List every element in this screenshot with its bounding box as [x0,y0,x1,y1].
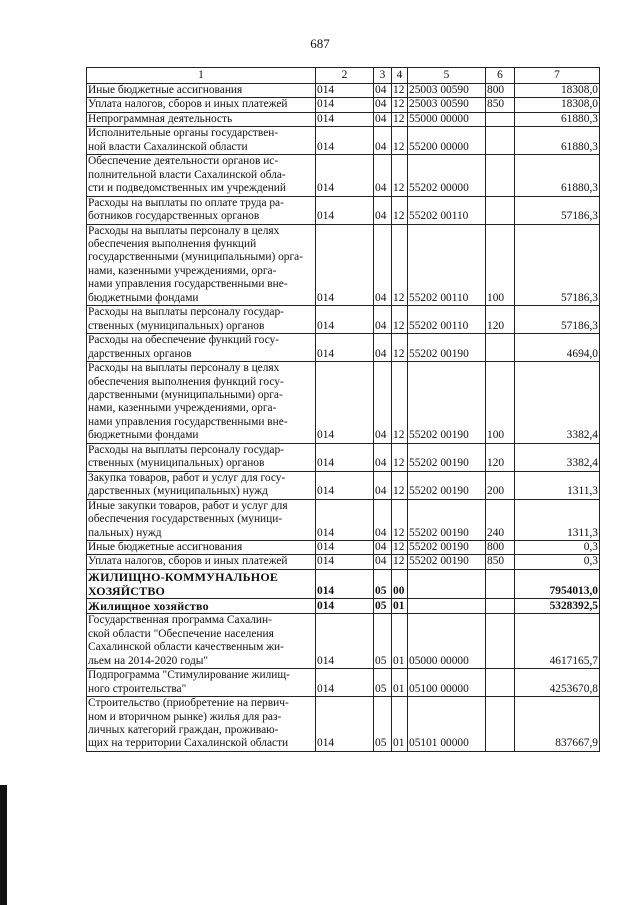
target-article-cell: 05000 00000 [408,614,486,669]
row-name-cell [87,443,316,471]
row-name-cell [87,112,316,126]
section-code-cell: 04 [374,443,392,471]
section-code-cell: 04 [374,112,392,126]
row-name-cell [87,471,316,499]
table-row [87,224,600,306]
table-row [87,697,600,752]
ved-code-cell: 014 [316,155,374,196]
target-article-cell: 55202 00190 [408,443,486,471]
row-name-line: нами управления государственными вне- [88,278,288,291]
subsection-code-cell: 12 [392,471,408,499]
target-article-cell: 55202 00110 [408,306,486,334]
row-name-cell [87,196,316,224]
table-row [87,362,600,444]
row-name-line: нами управления государственными вне- [88,415,288,428]
row-name-cell [87,84,316,98]
row-name-cell [87,540,316,554]
row-name-cell [87,155,316,196]
row-name-cell [87,499,316,540]
subsection-code-cell: 12 [392,224,408,306]
expense-type-cell: 120 [486,306,515,334]
amount-cell: 0,3 [515,540,600,554]
row-name-line: обеспечения выполнения функций госу- [88,375,284,388]
target-article-cell: 55000 00000 [408,112,486,126]
ved-code-cell: 014 [316,98,374,112]
ved-code-cell: 014 [316,334,374,362]
section-code-cell: 04 [374,499,392,540]
amount-cell: 61880,3 [515,127,600,155]
subsection-code-cell: 12 [392,155,408,196]
target-article-cell: 55202 00190 [408,362,486,444]
table-row [87,499,600,540]
ved-code-cell: 014 [316,196,374,224]
table-row [87,112,600,126]
section-code-cell: 05 [374,697,392,752]
scan-margin-bar [0,785,7,905]
subsection-code-cell: 12 [392,98,408,112]
row-name-line: Жилищное хозяйство [88,599,209,614]
row-name-line: Уплата налогов, сборов и иных платежей [88,555,288,568]
row-name-line: Иные бюджетные ассигнования [88,540,243,553]
target-article-cell: 55202 00190 [408,555,486,569]
row-name-line: нами, казенными учреждениями, орга- [88,402,277,415]
ved-code-cell: 014 [316,84,374,98]
amount-cell: 61880,3 [515,112,600,126]
row-name-line: ственных (муниципальных) органов [88,319,265,332]
header-cell: 2 [316,68,374,84]
section-code-cell: 04 [374,98,392,112]
section-code-cell: 04 [374,224,392,306]
expense-type-cell [486,196,515,224]
header-cell: 5 [408,68,486,84]
row-name-line: Непрограммная деятельность [88,112,233,125]
row-name-line: обеспечения государственных (муници- [88,513,283,526]
subsection-code-cell: 01 [392,697,408,752]
row-name-cell [87,98,316,112]
table-row [87,443,600,471]
expense-type-cell: 850 [486,555,515,569]
ved-code-cell: 014 [316,614,374,669]
row-name-line: полнительной власти Сахалинской обла- [88,168,286,181]
table-row [87,127,600,155]
amount-cell: 61880,3 [515,155,600,196]
subsection-code-cell: 01 [392,614,408,669]
section-code-cell: 04 [374,155,392,196]
section-code-cell: 04 [374,362,392,444]
ved-code-cell: 014 [316,555,374,569]
subsection-code-cell: 12 [392,306,408,334]
row-name-line: бюджетными фондами [88,291,199,304]
row-name-line: ботников государственных органов [88,210,260,223]
section-code-cell: 04 [374,196,392,224]
amount-cell: 57186,3 [515,196,600,224]
row-name-line: ного строительства" [88,682,187,695]
subsection-code-cell: 12 [392,443,408,471]
expense-type-cell [486,697,515,752]
row-name-cell [87,306,316,334]
amount-cell: 1311,3 [515,499,600,540]
row-name-line: Расходы на выплаты персоналу в целях [88,224,280,237]
ved-code-cell: 014 [316,569,374,598]
amount-cell: 837667,9 [515,697,600,752]
section-code-cell: 05 [374,569,392,598]
ved-code-cell: 014 [316,669,374,697]
table-row [87,306,600,334]
row-name-line: Расходы на выплаты по оплате труда ра- [88,196,284,209]
expense-type-cell [486,599,515,614]
ved-code-cell: 014 [316,471,374,499]
amount-cell: 18308,0 [515,84,600,98]
target-article-cell: 25003 00590 [408,84,486,98]
ved-code-cell: 014 [316,127,374,155]
expense-type-cell [486,614,515,669]
table-row [87,334,600,362]
row-name-line: щих на территории Сахалинской области [88,737,289,750]
row-name-cell [87,127,316,155]
subsection-code-cell: 01 [392,669,408,697]
row-name-cell [87,334,316,362]
row-name-cell [87,555,316,569]
section-code-cell: 05 [374,614,392,669]
target-article-cell: 05101 00000 [408,697,486,752]
target-article-cell: 05100 00000 [408,669,486,697]
row-name-line: ЖИЛИЩНО-КОММУНАЛЬНОЕ [88,569,279,584]
row-name-line: Закупка товаров, работ и услуг для госу- [88,471,286,484]
row-name-line: ской области "Обеспечение населения [88,627,274,640]
row-name-line: личных категорий граждан, проживаю- [88,723,279,736]
section-code-cell: 04 [374,555,392,569]
section-code-cell: 05 [374,599,392,614]
row-name-line: ной власти Сахалинской области [88,140,248,153]
table-row [87,196,600,224]
subsection-code-cell: 01 [392,599,408,614]
amount-cell: 18308,0 [515,98,600,112]
ved-code-cell: 014 [316,697,374,752]
subsection-code-cell: 12 [392,84,408,98]
table-row [87,555,600,569]
row-name-line: льем на 2014-2020 годы" [88,654,209,667]
target-article-cell: 55202 00190 [408,334,486,362]
expense-type-cell: 240 [486,499,515,540]
expense-type-cell: 200 [486,471,515,499]
amount-cell: 0,3 [515,555,600,569]
target-article-cell: 55200 00000 [408,127,486,155]
row-name-line: Иные закупки товаров, работ и услуг для [88,499,288,512]
row-name-cell [87,697,316,752]
section-code-cell: 05 [374,669,392,697]
row-name-line: дарственных органов [88,347,192,360]
row-name-cell [87,569,316,598]
table-row [87,669,600,697]
table-row [87,98,600,112]
subsection-code-cell: 12 [392,540,408,554]
row-name-line: обеспечения выполнения функций [88,237,257,250]
target-article-cell: 55202 00190 [408,471,486,499]
ved-code-cell: 014 [316,362,374,444]
row-name-line: дарственных (муниципальных) нужд [88,485,268,498]
header-cell: 4 [392,68,408,84]
row-name-line: Расходы на выплаты персоналу государ- [88,306,284,319]
target-article-cell [408,599,486,614]
amount-cell: 57186,3 [515,224,600,306]
table-header-row [87,68,600,84]
page-number: 687 [310,36,330,51]
target-article-cell: 55202 00110 [408,224,486,306]
section-code-cell: 04 [374,306,392,334]
expense-type-cell [486,127,515,155]
amount-cell: 1311,3 [515,471,600,499]
amount-cell: 5328392,5 [515,599,600,614]
row-name-line: Исполнительные органы государствен- [88,127,279,140]
section-code-cell: 04 [374,471,392,499]
section-code-cell: 04 [374,84,392,98]
subsection-code-cell: 12 [392,499,408,540]
expense-type-cell: 850 [486,98,515,112]
row-name-line: ХОЗЯЙСТВО [88,584,166,599]
table-row [87,540,600,554]
ved-code-cell: 014 [316,540,374,554]
row-name-line: пальных) нужд [88,526,162,539]
amount-cell: 57186,3 [515,306,600,334]
row-name-line: бюджетными фондами [88,429,199,442]
row-name-line: Иные бюджетные ассигнования [88,84,243,96]
expense-type-cell [486,112,515,126]
amount-cell: 4253670,8 [515,669,600,697]
row-name-line: дарственными (муниципальными) орга- [88,388,283,401]
row-name-line: Подпрограмма "Стимулирование жилищ- [88,669,290,682]
budget-table [86,67,600,752]
table-row [87,84,600,98]
section-code-cell: 04 [374,334,392,362]
row-name-line: Уплата налогов, сборов и иных платежей [88,98,288,111]
subsection-code-cell: 12 [392,334,408,362]
target-article-cell [408,569,486,598]
subsection-code-cell: 12 [392,555,408,569]
row-name-line: сти и подведомственных им учреждений [88,182,287,195]
ved-code-cell: 014 [316,443,374,471]
expense-type-cell: 100 [486,224,515,306]
row-name-line: Строительство (приобретение на первич- [88,697,289,710]
row-name-cell [87,614,316,669]
subsection-code-cell: 12 [392,127,408,155]
header-cell: 3 [374,68,392,84]
subsection-code-cell: 12 [392,196,408,224]
section-code-cell: 04 [374,540,392,554]
table-row [87,471,600,499]
row-name-cell [87,669,316,697]
target-article-cell: 25003 00590 [408,98,486,112]
row-name-cell [87,362,316,444]
amount-cell: 4617165,7 [515,614,600,669]
table-row [87,155,600,196]
section-code-cell: 04 [374,127,392,155]
amount-cell: 7954013,0 [515,569,600,598]
row-name-cell [87,224,316,306]
row-name-line: Расходы на выплаты персоналу государ- [88,443,284,456]
target-article-cell: 55202 00190 [408,499,486,540]
target-article-cell: 55202 00000 [408,155,486,196]
row-name-line: Сахалинской области качественным жи- [88,641,284,654]
expense-type-cell: 800 [486,84,515,98]
row-name-line: Расходы на обеспечение функций госу- [88,334,280,347]
row-name-line: Расходы на выплаты персоналу в целях [88,362,280,375]
subsection-code-cell: 12 [392,362,408,444]
row-name-line: ственных (муниципальных) органов [88,457,265,470]
row-name-line: Обеспечение деятельности органов ис- [88,155,279,168]
expense-type-cell: 100 [486,362,515,444]
expense-type-cell [486,669,515,697]
target-article-cell: 55202 00190 [408,540,486,554]
table-row [87,614,600,669]
table-body [87,84,600,752]
row-name-line: Государственная программа Сахалин- [88,614,272,627]
ved-code-cell: 014 [316,599,374,614]
amount-cell: 4694,0 [515,334,600,362]
ved-code-cell: 014 [316,224,374,306]
row-name-line: ном и вторичном рынке) жилья для раз- [88,710,282,723]
expense-type-cell [486,155,515,196]
subsection-code-cell: 12 [392,112,408,126]
header-cell: 7 [515,68,600,84]
amount-cell: 3382,4 [515,362,600,444]
ved-code-cell: 014 [316,499,374,540]
row-name-line: государственными (муниципальными) орга- [88,251,304,264]
header-cell: 6 [486,68,515,84]
expense-type-cell: 120 [486,443,515,471]
amount-cell: 3382,4 [515,443,600,471]
table-row [87,569,600,598]
row-name-line: нами, казенными учреждениями, орга- [88,264,277,277]
subsection-code-cell: 00 [392,569,408,598]
row-name-cell [87,599,316,614]
ved-code-cell: 014 [316,112,374,126]
expense-type-cell [486,569,515,598]
target-article-cell: 55202 00110 [408,196,486,224]
expense-type-cell: 800 [486,540,515,554]
header-cell: 1 [87,68,316,84]
table-row [87,599,600,614]
ved-code-cell: 014 [316,306,374,334]
expense-type-cell [486,334,515,362]
